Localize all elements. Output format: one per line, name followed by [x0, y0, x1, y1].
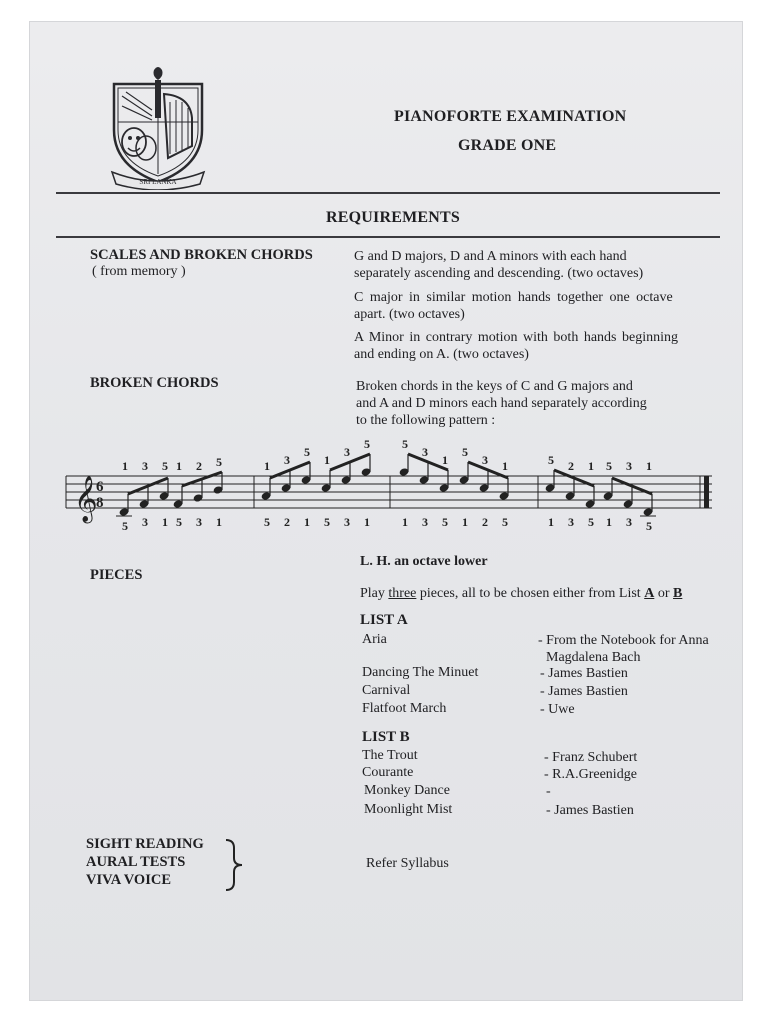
list-b-item-composer: - James Bastien — [546, 803, 634, 818]
list-a-item-composer: - James Bastien — [540, 684, 628, 699]
fingering-below: 3 — [196, 515, 202, 529]
viva-voice-label: VIVA VOICE — [86, 872, 171, 888]
list-a-item-title: Flatfoot March — [362, 701, 447, 716]
fingering-above: 5 — [462, 445, 468, 459]
fingering-below: 1 — [216, 515, 222, 529]
school-crest-logo — [108, 66, 208, 190]
list-a-item-composer: - From the Notebook for Anna — [538, 633, 709, 648]
scales-para2-line1: C major in similar motion hands together one octave — [354, 290, 673, 305]
fingering-above: 5 — [402, 437, 408, 451]
scales-para1-line1: G and D majors, D and A minors with each hand — [354, 249, 627, 264]
broken-chords-heading: BROKEN CHORDS — [90, 375, 219, 391]
fingering-below: 1 — [364, 515, 370, 529]
fingering-below: 1 — [304, 515, 310, 529]
fingering-above: 1 — [264, 459, 270, 473]
grade-title: GRADE ONE — [458, 137, 557, 154]
fingering-above: 1 — [324, 453, 330, 467]
fingering-below: 2 — [482, 515, 488, 529]
fingering-below: 5 — [122, 519, 128, 533]
fingering-below: 1 — [402, 515, 408, 529]
fingering-above: 3 — [422, 445, 428, 459]
list-b-item-composer: - R.A.Greenidge — [544, 767, 637, 782]
broken-chords-line2: and A and D minors each hand separately according — [356, 396, 647, 411]
pieces-heading: PIECES — [90, 567, 143, 583]
fingering-below: 3 — [422, 515, 428, 529]
right-brace-icon — [222, 838, 248, 892]
fingering-below: 1 — [162, 515, 168, 529]
fingering-above: 5 — [364, 437, 370, 451]
fingering-above: 1 — [442, 453, 448, 467]
list-a-item-composer-cont: Magdalena Bach — [546, 650, 641, 665]
time-signature-bottom: 8 — [96, 495, 104, 511]
fingering-below: 3 — [344, 515, 350, 529]
crest-banner-text: SRI LANKA — [139, 178, 177, 186]
list-b-title: LIST B — [362, 729, 410, 745]
fingering-above: 3 — [284, 453, 290, 467]
list-a-title: LIST A — [360, 612, 408, 628]
list-b-item-composer: - — [546, 784, 551, 799]
scales-para1-line2: separately ascending and descending. (two octaves) — [354, 266, 644, 281]
fingering-below: 2 — [284, 515, 290, 529]
fingering-above: 1 — [176, 459, 182, 473]
treble-clef-icon: 𝄞 — [74, 476, 98, 521]
fingering-above: 3 — [482, 453, 488, 467]
list-a-item-title: Dancing The Minuet — [362, 665, 479, 680]
aural-tests-label: AURAL TESTS — [86, 854, 186, 870]
pieces-instruction: Play three pieces, all to be chosen either from List A or B — [360, 586, 683, 601]
broken-chords-line3: to the following pattern : — [356, 413, 496, 428]
fingering-above: 5 — [548, 453, 554, 467]
scales-para3-line2: and ending on A. (two octaves) — [354, 347, 529, 362]
fingering-below: 3 — [142, 515, 148, 529]
sight-reading-label: SIGHT READING — [86, 836, 204, 852]
list-b-item-title: Moonlight Mist — [364, 802, 453, 817]
header-divider — [56, 192, 720, 194]
left-hand-note: L. H. an octave lower — [360, 554, 488, 569]
broken-chords-line1: Broken chords in the keys of C and G majors and — [356, 379, 633, 394]
list-a-item-composer: - James Bastien — [540, 666, 628, 681]
list-a-item-title: Aria — [362, 632, 387, 647]
fingering-above: 3 — [344, 445, 350, 459]
fingering-below: 3 — [568, 515, 574, 529]
fingering-below: 5 — [264, 515, 270, 529]
fingering-below: 5 — [442, 515, 448, 529]
fingering-above: 1 — [588, 459, 594, 473]
requirements-heading: REQUIREMENTS — [326, 209, 460, 226]
fingering-below: 5 — [588, 515, 594, 529]
broken-chord-pattern-staff — [60, 436, 720, 546]
fingering-above: 3 — [142, 459, 148, 473]
fingering-above: 3 — [626, 459, 632, 473]
fingering-above: 5 — [304, 445, 310, 459]
fingering-above: 2 — [196, 459, 202, 473]
list-b-item-title: Courante — [362, 765, 414, 780]
fingering-above: 1 — [646, 459, 652, 473]
list-a-item-title: Carnival — [362, 683, 411, 698]
fingering-below: 5 — [324, 515, 330, 529]
scales-para3-line1: A Minor in contrary motion with both hands beginning — [354, 330, 678, 345]
time-signature-top: 6 — [96, 479, 104, 495]
scales-subheading: ( from memory ) — [92, 264, 186, 279]
fingering-below: 1 — [548, 515, 554, 529]
fingering-below: 5 — [176, 515, 182, 529]
fingering-below: 3 — [626, 515, 632, 529]
list-b-item-composer: - Franz Schubert — [544, 750, 638, 765]
refer-syllabus: Refer Syllabus — [366, 856, 449, 871]
fingering-above: 5 — [606, 459, 612, 473]
fingering-below: 1 — [606, 515, 612, 529]
fingering-above: 1 — [502, 459, 508, 473]
fingering-above: 5 — [162, 459, 168, 473]
fingering-below: 1 — [462, 515, 468, 529]
fingering-above: 1 — [122, 459, 128, 473]
exam-title: PIANOFORTE EXAMINATION — [394, 108, 627, 125]
fingering-below: 5 — [646, 519, 652, 533]
list-b-item-title: Monkey Dance — [364, 783, 450, 798]
list-a-item-composer: - Uwe — [540, 702, 575, 717]
list-b-item-title: The Trout — [362, 748, 418, 763]
fingering-above: 2 — [568, 459, 574, 473]
fingering-above: 5 — [216, 455, 222, 469]
scales-heading: SCALES AND BROKEN CHORDS — [90, 247, 313, 263]
requirements-divider — [56, 236, 720, 238]
fingering-below: 5 — [502, 515, 508, 529]
scales-para2-line2: apart. (two octaves) — [354, 307, 465, 322]
